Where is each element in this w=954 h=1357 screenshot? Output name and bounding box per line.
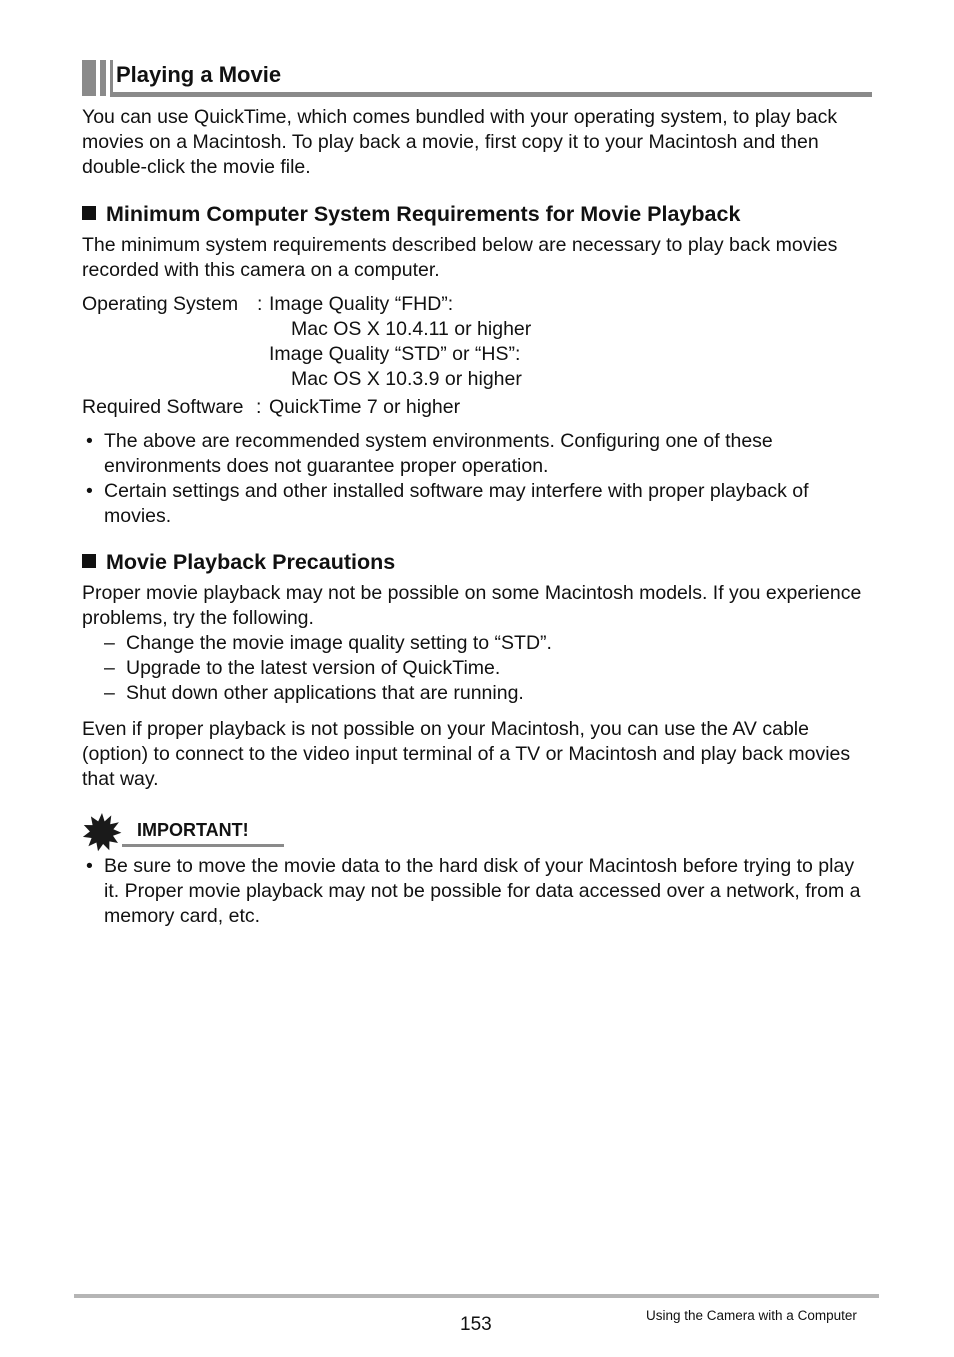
footer-rule [74,1294,879,1298]
header-underline [110,92,872,97]
important-underline [122,844,284,847]
std-label: Image Quality “STD” or “HS”: [269,343,521,365]
precautions-heading-text: Movie Playback Precautions [106,550,396,574]
software-separator: : [256,396,262,418]
list-item: – Shut down other applications that are running. [104,682,524,704]
starburst-icon [82,812,122,852]
list-item: • The above are recommended system environments. Configuring one of these environments does not guarantee proper operation. [86,430,773,477]
os-label: Operating System [82,293,239,315]
header-bar-decoration [100,60,106,96]
list-item: • Certain settings and other installed software may interfere with proper playback of movies. [86,480,809,527]
precautions-steps [104,631,864,706]
os-separator: : [257,293,263,315]
section-header [82,58,872,98]
section-title: Playing a Movie [116,62,282,87]
software-label: Required Software [82,396,244,418]
fhd-label: Image Quality “FHD”: [269,293,454,315]
page-number: 153 [460,1314,492,1335]
important-notes [82,854,872,929]
header-bar-decoration [110,60,113,96]
footer-chapter-title: Using the Camera with a Computer [646,1308,857,1323]
square-bullet-icon [82,206,96,220]
important-callout [82,812,292,852]
dash-glyph: – [104,682,115,704]
requirements-intro: The minimum system requirements described below are necessary to play back movies recorded with this camera on a computer. [82,234,838,281]
list-item: – Change the movie image quality setting to “STD”. [104,632,552,654]
dash-glyph: – [104,632,115,654]
requirements-notes [82,429,872,529]
bullet-glyph: • [86,480,93,502]
dash-glyph: – [104,657,115,679]
list-item: • Be sure to move the movie data to the hard disk of your Macintosh before trying to play it. Proper movie playback may not be possible for data accessed over a network, from a memory card, etc. [86,855,861,927]
precautions-heading [82,549,395,575]
important-label: IMPORTANT! [137,820,249,840]
intro-paragraph: You can use QuickTime, which comes bundled with your operating system, to play back movies on a Macintosh. To play back a movie, first copy it to your Macintosh and then double-click the movie file. [82,106,838,178]
precautions-outro: Even if proper playback is not possible on your Macintosh, you can use the AV cable (option) to connect to the video input terminal of a TV or Macintosh and play back movies that way. [82,718,851,790]
header-bar-decoration [82,60,96,96]
std-value: Mac OS X 10.3.9 or higher [291,368,522,390]
requirements-heading-text: Minimum Computer System Requirements for Movie Playback [106,202,741,226]
fhd-value: Mac OS X 10.4.11 or higher [291,318,532,340]
list-item: – Upgrade to the latest version of QuickTime. [104,657,501,679]
precautions-intro: Proper movie playback may not be possible on some Macintosh models. If you experience problems, try the following. [82,582,862,629]
bullet-glyph: • [86,430,93,452]
bullet-glyph: • [86,855,93,877]
software-value: QuickTime 7 or higher [269,396,461,418]
square-bullet-icon [82,554,96,568]
requirements-heading [82,201,740,227]
